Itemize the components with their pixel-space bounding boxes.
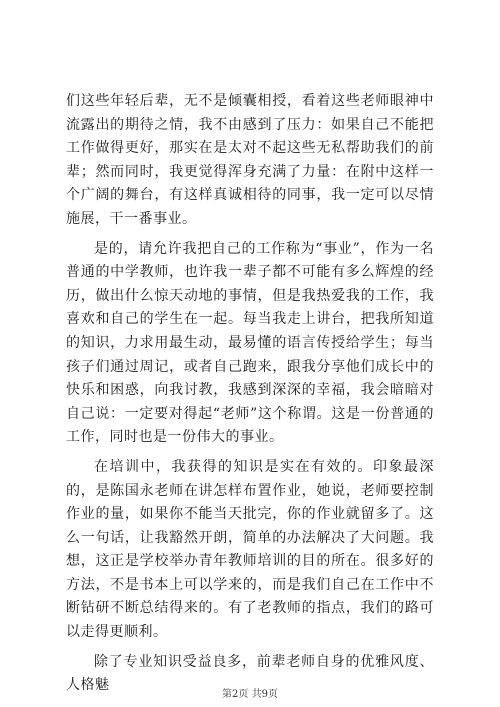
page-footer: 第2页 共9页	[222, 689, 278, 700]
paragraph-2: 是的，请允许我把自己的工作称为“事业”，作为一名普通的中学教师，也许我一辈子都不可能有多么辉煌的经历，做出什么惊天动地的事情，但是我热爱我的工作，我喜欢和自己的学生在一起。每当我走上讲台，把我所知道的知识，力求用最生动，最易懂的语言传授给学生；每当孩子们通过周记，或者自己跑来，跟我分享他们成长中的快乐和困惑，向我讨教，我感到深深的幸福，我会暗暗对自己说：一定要对得起“老师”这个称谓。这是一份普通的工作，同时也是一份伟大的事业。	[66, 240, 434, 446]
paragraph-1: 们这些年轻后辈，无不是倾囊相授，看着这些老师眼神中流露出的期待之情，我不由感到了压力：如果自己不能把工作做得更好，那实在是太对不起这些无私帮助我们的前辈；然而同时，我更觉得浑身充满了力量：在附中这样一个广阔的舞台，有这样真诚相待的同事，我一定可以尽情施展，干一番事业。	[66, 93, 434, 227]
document-body	[66, 90, 434, 704]
paragraph-4: 除了专业知识受益良多，前辈老师自身的优雅风度、人格魅	[66, 653, 434, 694]
paragraph-3: 在培训中，我获得的知识是实在有效的。印象最深的，是陈国永老师在讲怎样布置作业，她说，老师要控制作业的量，如果你不能当天批完，你的作业就留多了。这么一句话，让我豁然开朗，简单的办法解决了大问题。我想，这正是学校举办青年教师培训的目的所在。很多好的方法，不是书本上可以学来的，而是我们自己在工作中不断钻研不断总结得来的。有了老教师的指点，我们的路可以走得更顺利。	[66, 458, 434, 641]
